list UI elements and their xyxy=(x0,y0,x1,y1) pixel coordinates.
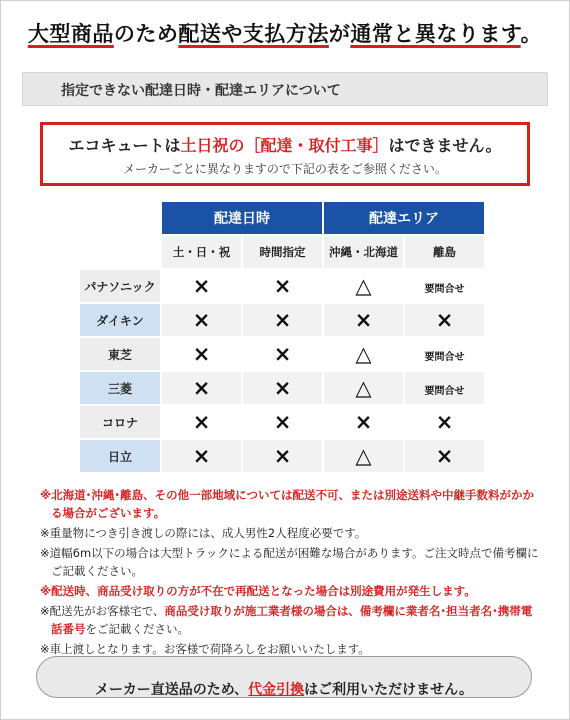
table-row xyxy=(80,302,486,336)
note-contractor-c: をご記載ください。 xyxy=(85,622,189,636)
cross-mark: × xyxy=(435,443,454,468)
cross-mark: × xyxy=(192,307,211,332)
cod-banner-text xyxy=(95,668,473,699)
section-heading-bar xyxy=(22,72,548,106)
title-part-end: 。 xyxy=(520,22,543,46)
table-row xyxy=(80,268,486,302)
note-curbside: ※車上渡しとなります。お客様で荷降ろしをお願いいたします。 xyxy=(40,642,370,656)
table-corner-sub xyxy=(80,234,162,268)
note-road-width: ※道幅6m以下の場合は大型トラックによる配送が困難な場合があります。ご注文時点で備考欄にご記載ください。 xyxy=(40,546,539,578)
triangle-mark: △ xyxy=(355,443,372,468)
subheader-okinawa-hokkaido: 沖縄・北海道 xyxy=(324,234,405,268)
cod-banner-c: はご利用いただけません。 xyxy=(304,682,473,698)
cod-highlight: 代金引換 xyxy=(248,682,305,698)
triangle-mark: △ xyxy=(355,375,372,400)
maker-toshiba: 東芝 xyxy=(80,336,162,370)
delivery-restriction-table xyxy=(80,202,486,472)
subheader-time-designation: 時間指定 xyxy=(243,234,324,268)
group-header-delivery-area: 配達エリア xyxy=(324,202,486,234)
cross-mark: × xyxy=(192,273,211,298)
notice-line-1 xyxy=(43,133,527,156)
maker-hitachi: 日立 xyxy=(80,438,162,472)
cross-mark: × xyxy=(354,409,373,434)
table-corner xyxy=(80,202,162,234)
cross-mark: × xyxy=(435,409,454,434)
inquiry-required: 要問合せ xyxy=(424,385,465,397)
cod-unavailable-banner xyxy=(36,656,532,698)
cod-banner-a: メーカー直送品のため、 xyxy=(94,682,249,698)
note-remote-areas: ※北海道･沖縄･離島、その他一部地域については配送不可、または別途送料や中継手数料がかかる場合がございます。 xyxy=(40,488,534,520)
table-row xyxy=(80,336,486,370)
ecocute-notice-box xyxy=(40,122,530,186)
note-contractor-highlight: 商品受け取りが施工業者様の場合は、備考欄に業者名･担当者名･携帯電話番号 xyxy=(51,604,533,636)
notice-line-1-highlight: 土日祝の［配達・取付工事］ xyxy=(180,136,389,155)
cross-mark: × xyxy=(273,443,292,468)
note-heavy-item: ※重量物につき引き渡しの際には、成人男性2人程度必要です。 xyxy=(40,526,367,540)
inquiry-required: 要問合せ xyxy=(424,283,465,295)
cross-mark: × xyxy=(273,341,292,366)
table-row xyxy=(80,404,486,438)
triangle-mark: △ xyxy=(355,341,372,366)
table-row xyxy=(80,370,486,404)
maker-corona: コロナ xyxy=(80,404,162,438)
title-part-shipping-payment: 配送や支払方法 xyxy=(178,22,329,46)
subheader-remote-islands: 離島 xyxy=(405,234,486,268)
title-part-large-item: 大型商品 xyxy=(27,22,114,46)
title-part-mid2: が xyxy=(328,22,351,46)
cross-mark: × xyxy=(273,307,292,332)
title-part-differs: 通常と異なります xyxy=(350,22,521,46)
inquiry-required: 要問合せ xyxy=(424,351,465,363)
cross-mark: × xyxy=(192,375,211,400)
cross-mark: × xyxy=(273,273,292,298)
cross-mark: × xyxy=(192,409,211,434)
subheader-weekend-holiday: 土・日・祝 xyxy=(162,234,243,268)
cross-mark: × xyxy=(273,409,292,434)
triangle-mark: △ xyxy=(355,273,372,298)
title-part-mid1: のため xyxy=(113,22,179,46)
table-row xyxy=(80,438,486,472)
note-contractor xyxy=(40,602,540,638)
cross-mark: × xyxy=(435,307,454,332)
notice-line-1-c: はできません。 xyxy=(388,136,502,155)
cross-mark: × xyxy=(192,341,211,366)
maker-daikin: ダイキン xyxy=(80,302,162,336)
note-contractor-a: ※配送先がお客様宅で、 xyxy=(40,604,165,618)
maker-panasonic: パナソニック xyxy=(80,268,162,302)
page-title xyxy=(0,18,570,48)
note-redelivery-fee: ※配送時、商品受け取りの方が不在で再配送となった場合は別途費用が発生します。 xyxy=(40,584,476,598)
cross-mark: × xyxy=(192,443,211,468)
section-heading-text: 指定できない配達日時・配達エリアについて xyxy=(61,83,341,99)
notes-list xyxy=(40,486,540,660)
notice-line-1-a: エコキュートは xyxy=(68,136,181,155)
cross-mark: × xyxy=(273,375,292,400)
cross-mark: × xyxy=(354,307,373,332)
group-header-delivery-datetime: 配達日時 xyxy=(162,202,324,234)
maker-mitsubishi: 三菱 xyxy=(80,370,162,404)
notice-line-2: メーカーごとに異なりますので下記の表をご参照ください。 xyxy=(123,162,447,176)
